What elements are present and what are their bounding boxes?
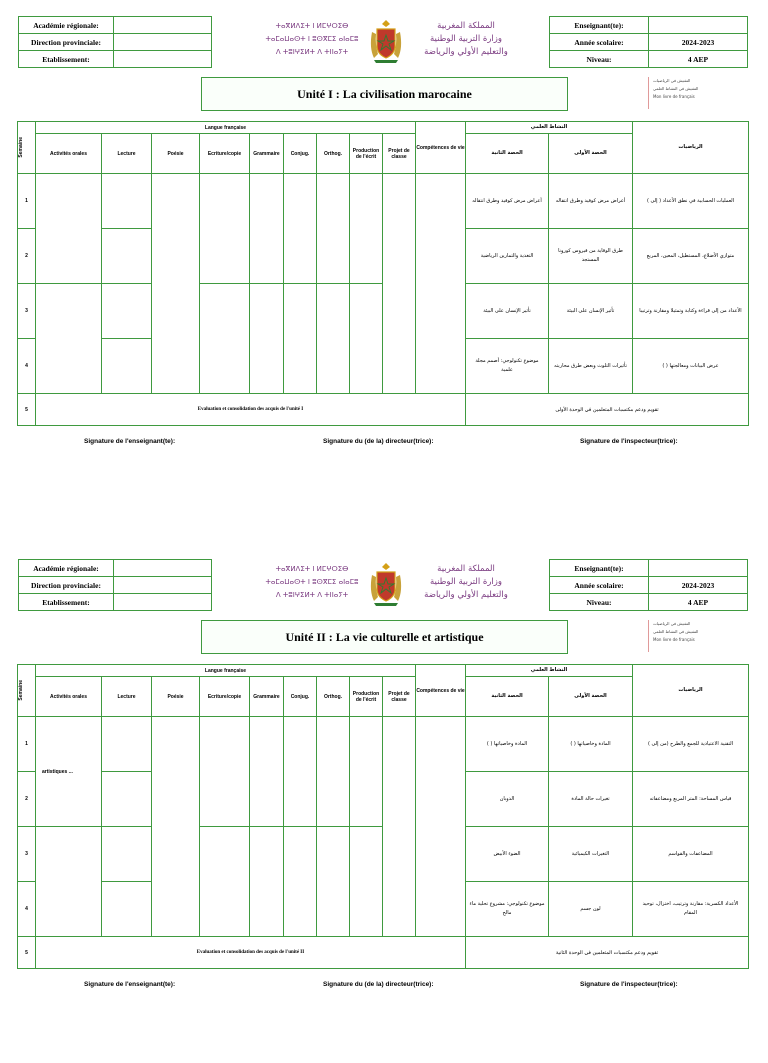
etablissement-value[interactable] [114,594,212,611]
admin-info-table [18,559,212,611]
direction-label: Direction provinciale: [19,577,114,594]
production-cell[interactable] [350,827,383,937]
direction-value[interactable] [114,577,212,594]
production-header: Production de l'écrit [350,677,383,717]
orthog-header: Orthog. [317,134,350,174]
math-cell: الأعداد الكسرية: مقارنة وترتيب، اختزال، توحيد المقام [633,882,749,937]
etablissement-label: Etablissement: [19,51,114,68]
hissa1-cell: تغيرات حالة المادة [549,772,633,827]
annee-value: 2024-2023 [649,34,748,51]
grammaire-cell[interactable] [250,174,284,284]
annee-value: 2024-2023 [649,577,748,594]
nashat-header: النشاط العلمي [466,122,633,134]
conjug-cell[interactable] [284,284,317,394]
niveau-value: 4 AEP [649,51,748,68]
hissa1-cell: المادة وخاصياتها ( ) [549,717,633,772]
hissa2-cell: موضوع تكنولوجي: أصمم مجلة علمية [466,339,549,394]
orthog-header: Orthog. [317,677,350,717]
activites-orales-header: Activités orales [36,134,102,174]
academie-value[interactable] [114,17,212,34]
evaluation-ar: تقويم ودعم مكتسبات المتعلمين في الوحدة الأولى [466,394,749,426]
unit-title: Unité I : La civilisation marocaine [201,77,568,111]
poesie-header: Poésie [152,677,200,717]
note-line: التفتيش في الرياضيات [653,78,691,83]
lecture-cell[interactable] [102,772,152,827]
ecriture-cell[interactable] [200,717,250,827]
signature-enseignant: Signature de l'enseignant(te): [84,438,176,445]
note-line: التفتيش في النشاط العلمي [653,629,699,634]
ecriture-cell[interactable] [200,284,250,394]
etablissement-value[interactable] [114,51,212,68]
orthog-cell[interactable] [317,717,350,827]
hissa2-header: الحصة الثانية [466,677,549,717]
week-number: 4 [18,339,36,394]
ecriture-cell[interactable] [200,174,250,284]
note-line: Mon livre de français [653,637,695,642]
arabic-line-2: وزارة التربية الوطنية [429,577,503,587]
langue-francaise-header: Langue française [36,665,416,677]
orthog-cell[interactable] [317,827,350,937]
tifinagh-line-1: ⵜⴰⴳⵍⴷⵉⵜ ⵏ ⵍⵎⵖⵔⵉⴱ [275,22,349,30]
math-cell: العمليات الحسابية في نطق الأعداد ( إلى ) [633,174,749,229]
royal-emblem-icon [366,18,406,64]
hissa1-cell: تأثيرات التلوث وبعض طرق محاربته [549,339,633,394]
annee-label: Année scolaire: [550,34,649,51]
competences-cell[interactable] [416,174,466,394]
activites-orales-cell[interactable] [36,827,102,937]
projet-cell[interactable] [383,717,416,937]
academie-label: Académie régionale: [19,17,114,34]
evaluation-row [18,937,749,969]
ministry-header [258,18,516,68]
arabic-line-1: المملكة المغربية [437,564,495,574]
grammaire-cell[interactable] [250,717,284,827]
activites-orales-header: Activités orales [36,677,102,717]
academie-label: Académie régionale: [19,560,114,577]
hissa2-cell: تأثير الإنسان على البيئة [466,284,549,339]
lecture-header: Lecture [102,677,152,717]
poesie-cell[interactable] [152,174,200,394]
tifinagh-line-2: ⵜⴰⵎⴰⵡⴰⵙⵜ ⵏ ⵓⵙⴳⵎⵉ ⴰⵏⴰⵎⵓ [265,578,359,586]
evaluation-row [18,394,749,426]
week-number: 3 [18,827,36,882]
arabic-line-1: المملكة المغربية [437,21,495,31]
unit-title: Unité II : La vie culturelle et artistique [201,620,568,654]
competences-cell[interactable] [416,717,466,937]
niveau-label: Niveau: [550,51,649,68]
week-number: 2 [18,772,36,827]
activites-orales-cell[interactable] [36,174,102,284]
math-cell: المضاعفات والقواسم [633,827,749,882]
hissa1-header: الحصة الأولى [549,677,633,717]
math-cell: الأعداد من إلى قراءة وكتابة وتمثيلا ومقارنة وترتيبا [633,284,749,339]
conjug-cell[interactable] [284,827,317,937]
math-cell: التقنية الاعتيادية للجمع والطرح (من إلى ) [633,717,749,772]
week-number: 3 [18,284,36,339]
hissa1-cell: طرق الوقاية من فيروس كورونا المستجد [549,229,633,284]
grammaire-cell[interactable] [250,284,284,394]
hissa2-header: الحصة الثانية [466,134,549,174]
etablissement-label: Etablissement: [19,594,114,611]
week-number: 5 [18,937,36,969]
hissa2-cell: الذوبان [466,772,549,827]
admin-info-table [18,16,212,68]
royal-emblem-icon [366,561,406,607]
math-cell: قياس المساحة: المتر المربع ومضاعفاته [633,772,749,827]
hissa2-cell: أعراض مرض كوفيد وطرق انتقاله [466,174,549,229]
tifinagh-line-1: ⵜⴰⴳⵍⴷⵉⵜ ⵏ ⵍⵎⵖⵔⵉⴱ [275,565,349,573]
lecture-cell[interactable] [102,827,152,882]
hissa1-header: الحصة الأولى [549,134,633,174]
arabic-line-3: والتعليم الأولي والرياضة [424,47,508,57]
planning-table [17,121,749,426]
semaine-header: Semaine [18,122,36,174]
ecriture-cell[interactable] [200,827,250,937]
teacher-info-table [549,16,748,68]
poesie-header: Poésie [152,134,200,174]
conjug-cell[interactable] [284,174,317,284]
nashat-header: النشاط العلمي [466,665,633,677]
lecture-cell[interactable] [102,882,152,937]
hissa2-cell: موضوع تكنولوجي: مشروع تحلية ماء مالح [466,882,549,937]
ecriture-header: Ecriture/copie [200,677,250,717]
poesie-cell[interactable] [152,717,200,937]
unit-sheet [0,543,768,1063]
conjug-cell[interactable] [284,717,317,827]
teacher-info-table [549,559,748,611]
note-line: Mon livre de français [653,94,695,99]
week-row [18,174,749,229]
hissa1-cell: تأثير الإنسان على البيئة [549,284,633,339]
planning-table [17,664,749,969]
math-cell: متوازي الأضلاع، المستطيل، المعين، المربع [633,229,749,284]
evaluation-fr: Evaluation et consolidation des acquis de l'unité II [36,937,466,969]
signature-directeur: Signature du (de la) directeur(trice): [323,981,434,988]
grammaire-header: Grammaire [250,134,284,174]
evaluation-fr: Evaluation et consolidation des acquis de l'unité I [36,394,466,426]
arabic-line-2: وزارة التربية الوطنية [429,34,503,44]
niveau-value: 4 AEP [649,594,748,611]
hissa2-cell: المادة وخاصياتها ( ) [466,717,549,772]
grammaire-header: Grammaire [250,677,284,717]
arabic-line-3: والتعليم الأولي والرياضة [424,590,508,600]
production-cell[interactable] [350,284,383,394]
lecture-cell[interactable] [102,284,152,339]
conjug-header: Conjug. [284,134,317,174]
semaine-header: Semaine [18,665,36,717]
projet-cell[interactable] [383,174,416,394]
direction-value[interactable] [114,34,212,51]
signature-inspecteur: Signature de l'inspecteur(trice): [580,981,678,988]
riyadiyat-header: الرياضيات [633,665,749,717]
evaluation-ar: تقويم ودعم مكتسبات المتعلمين في الوحدة الثانية [466,937,749,969]
ministry-header [258,561,516,611]
tifinagh-line-2: ⵜⴰⵎⴰⵡⴰⵙⵜ ⵏ ⵓⵙⴳⵎⵉ ⴰⵏⴰⵎⵓ [265,35,359,43]
references-note [648,620,750,652]
week-row [18,717,749,772]
enseignant-label: Enseignant(te): [550,560,649,577]
annee-label: Année scolaire: [550,577,649,594]
direction-label: Direction provinciale: [19,34,114,51]
lecture-cell[interactable] [102,229,152,284]
signature-enseignant: Signature de l'enseignant(te): [84,981,176,988]
projet-header: Projet de classe [383,134,416,174]
academie-value[interactable] [114,560,212,577]
note-line: التفتيش في النشاط العلمي [653,86,699,91]
enseignant-value[interactable] [649,17,748,34]
week-number: 2 [18,229,36,284]
lecture-cell[interactable] [102,174,152,229]
lecture-cell[interactable] [102,717,152,772]
orthog-cell[interactable] [317,174,350,284]
production-cell[interactable] [350,717,383,827]
note-line: التفتيش في الرياضيات [653,621,691,626]
hissa2-cell: التغذية والتمارين الرياضية [466,229,549,284]
tifinagh-line-3: ⴷ ⵜⵓⵏⵖⵉⵍⵜ ⴷ ⵜⵏⵏⴰⵢⵜ [275,48,349,56]
competences-header: Compétences de vie [416,122,466,174]
activites-orales-cell[interactable] [36,284,102,394]
activites-orales-cell[interactable]: artistiques ... [36,717,102,827]
tifinagh-line-3: ⴷ ⵜⵓⵏⵖⵉⵍⵜ ⴷ ⵜⵏⵏⴰⵢⵜ [275,591,349,599]
signature-inspecteur: Signature de l'inspecteur(trice): [580,438,678,445]
production-cell[interactable] [350,174,383,284]
math-cell: عرض البيانات ومعالجتها ( ) [633,339,749,394]
enseignant-label: Enseignant(te): [550,17,649,34]
hissa1-cell: التغيرات الكيميائية [549,827,633,882]
week-number: 1 [18,174,36,229]
niveau-label: Niveau: [550,594,649,611]
unit-sheet [0,0,768,520]
signature-directeur: Signature du (de la) directeur(trice): [323,438,434,445]
orthog-cell[interactable] [317,284,350,394]
ecriture-header: Ecriture/copie [200,134,250,174]
week-number: 1 [18,717,36,772]
projet-header: Projet de classe [383,677,416,717]
hissa2-cell: الضوء الأبيض [466,827,549,882]
hissa1-cell: أعراض مرض كوفيد وطرق انتقاله [549,174,633,229]
langue-francaise-header: Langue française [36,122,416,134]
enseignant-value[interactable] [649,560,748,577]
riyadiyat-header: الرياضيات [633,122,749,174]
conjug-header: Conjug. [284,677,317,717]
lecture-cell[interactable] [102,339,152,394]
grammaire-cell[interactable] [250,827,284,937]
lecture-header: Lecture [102,134,152,174]
hissa1-cell: لون جسم [549,882,633,937]
production-header: Production de l'écrit [350,134,383,174]
week-number: 5 [18,394,36,426]
week-number: 4 [18,882,36,937]
competences-header: Compétences de vie [416,665,466,717]
references-note [648,77,750,109]
